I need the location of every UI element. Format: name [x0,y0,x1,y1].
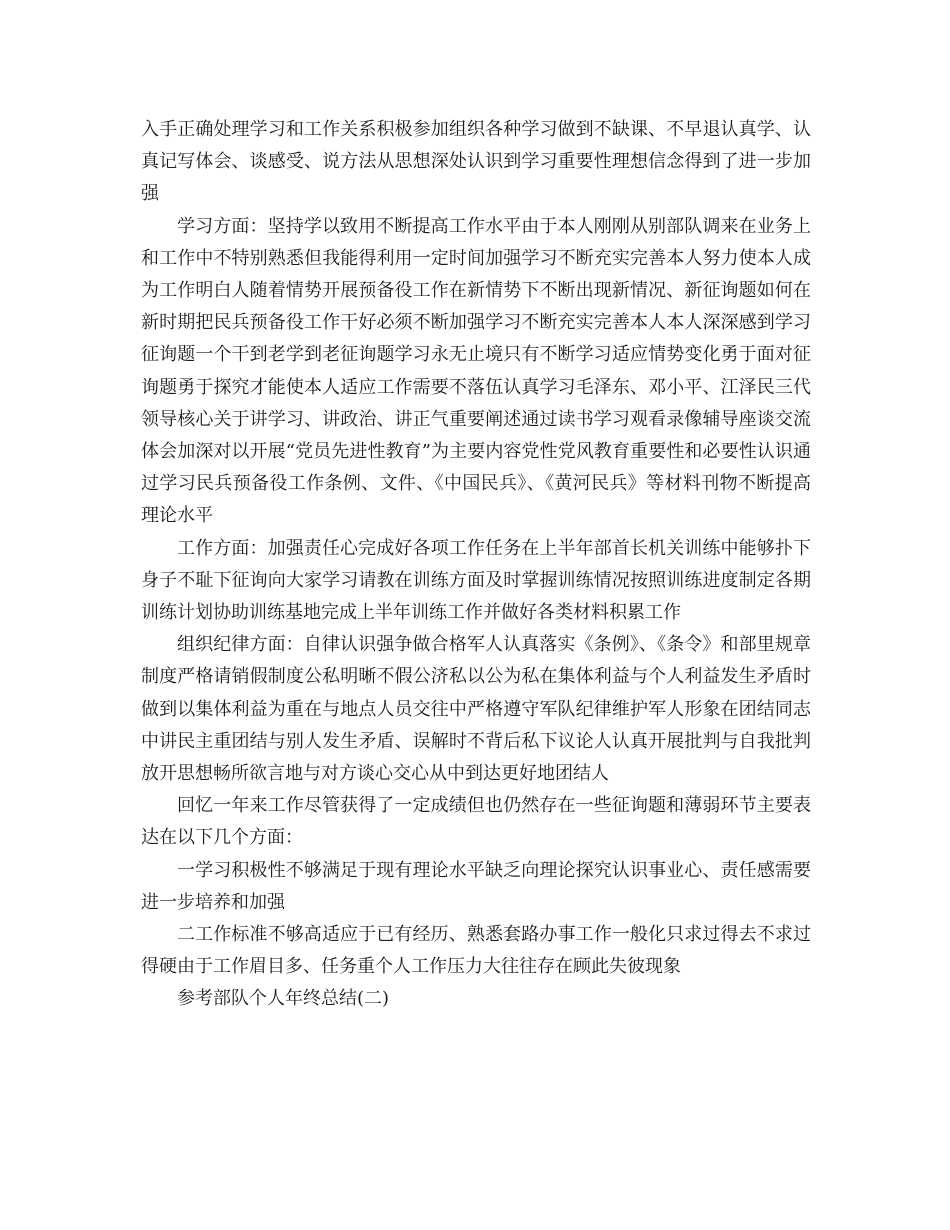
paragraph-issue-two: 二工作标准不够高适应于已有经历、熟悉套路办事工作一般化只求过得去不求过得硬由于工作眉目多、任务重个人工作压力大往往存在顾此失彼现象 [141,924,811,978]
paragraph-issue-one: 一学习积极性不够满足于现有理论水平缺乏向理论探究认识事业心、责任感需要进一步培养和加强 [141,859,811,913]
paragraph-review: 回忆一年来工作尽管获得了一定成绩但也仍然存在一些征询题和薄弱环节主要表达在以下几个方面： [141,795,811,849]
section-heading: 参考部队个人年终总结(二) [177,988,390,1010]
paragraph-discipline: 组织纪律方面：自律认识强争做合格军人认真落实《条例》、《条令》和部里规章制度严格请销假制度公私明晰不假公济私以公为私在集体利益与个人利益发生矛盾时做到以集体利益为重在与地点人员交往中严格遵守军队纪律维护军人形象在团结同志中讲民主重团结与别人发生矛盾、误解时不背后私下议论人认真开展批判与自我批判放开思想畅所欲言地与对方谈心交心从中到达更好地团结人 [141,634,811,785]
paragraph-continuation: 入手正确处理学习和工作关系积极参加组织各种学习做到不缺课、不早退认真学、认真记写体会、谈感受、说方法从思想深处认识到学习重要性理想信念得到了进一步加强 [141,119,811,205]
document-body [141,114,811,1016]
paragraph-study: 学习方面：坚持学以致用不断提高工作水平由于本人刚刚从别部队调来在业务上和工作中不特别熟悉但我能得利用一定时间加强学习不断充实完善本人努力使本人成为工作明白人随着情势开展预备役工作在新情势下不断出现新情况、新征询题如何在新时期把民兵预备役工作干好必须不断加强学习不断充实完善本人本人深深感到学习征询题一个干到老学到老征询题学习永无止境只有不断学习适应情势变化勇于面对征询题勇于探究才能使本人适应工作需要不落伍认真学习毛泽东、邓小平、江泽民三代领导核心关于讲学习、讲政治、讲正气重要阐述通过读书学习观看录像辅导座谈交流体会加深对以开展“党员先进性教育”为主要内容党性党风教育重要性和必要性认识通过学习民兵预备役工作条例、文件、《中国民兵》、《黄河民兵》等材料刊物不断提高理论水平 [141,215,811,527]
paragraph-work: 工作方面：加强责任心完成好各项工作任务在上半年部首长机关训练中能够扑下身子不耻下征询向大家学习请教在训练方面及时掌握训练情况按照训练进度制定各期训练计划协助训练基地完成上半年训练工作并做好各类材料积累工作 [141,537,811,624]
